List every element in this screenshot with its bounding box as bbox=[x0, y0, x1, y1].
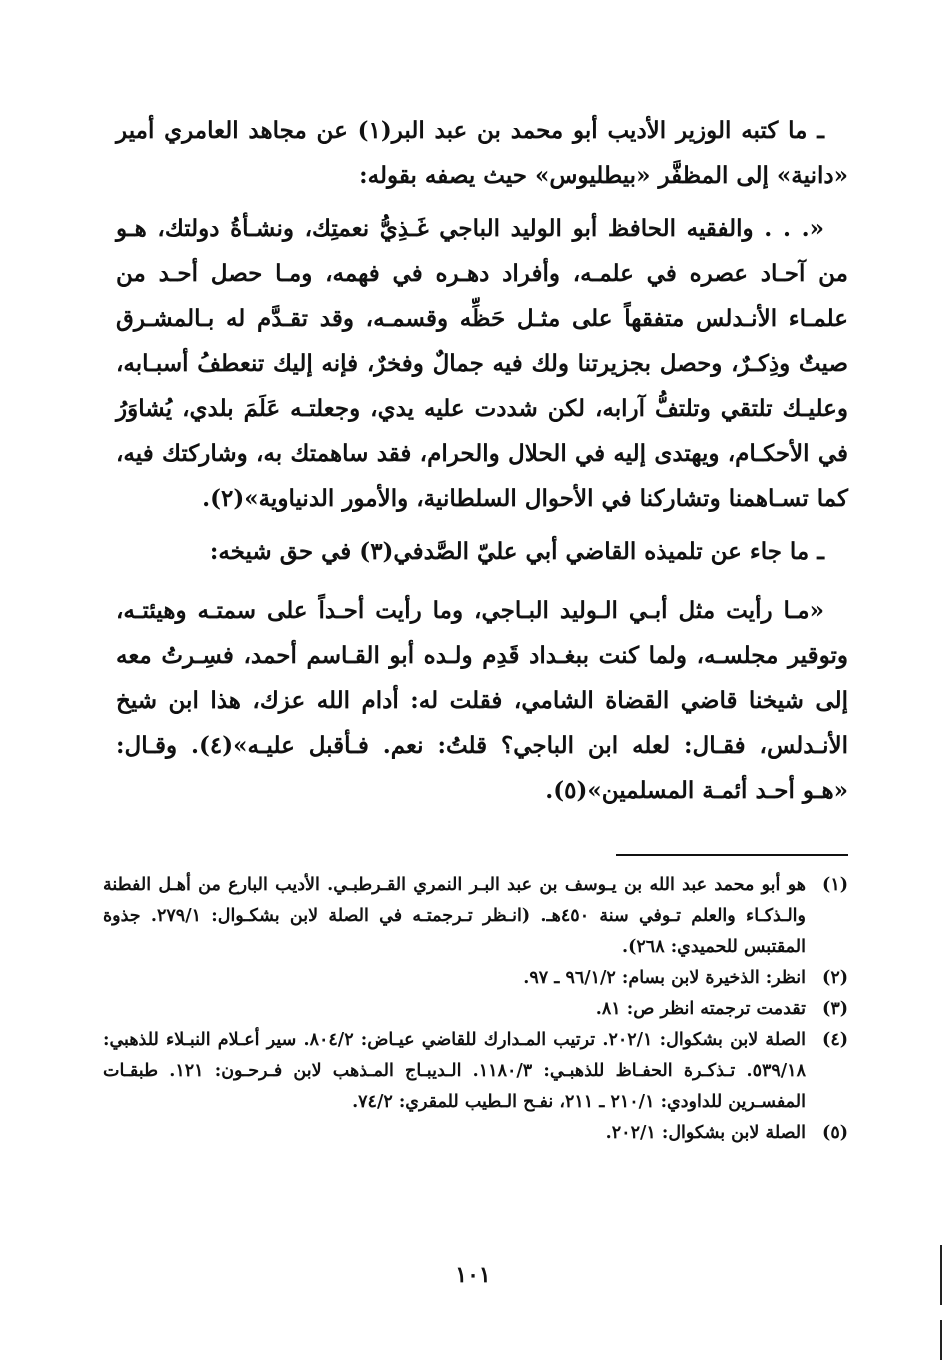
paragraph-ibn-abd-al-barr-quote: «. . . والفقيه الحافظ أبو الوليد الباجي غَـذِيُّ نعمتِك، ونشـأةُ دولتك، هـو من آحـاد عصره في علمـه، وأفراد دهـره في فهمه، ومـا حصل أحـد من علمـاء الأنـدلس متفقهاً على مثـل حَظِّه وقسمـه، وقد تقـدَّم له بـالمشـرق صيتٌ وذِكـرٌ، وحصل بجزيرتنا ولك فيه جمالٌ وفخرٌ، فإنه إليك تنعطفُ أسبـابه، وعليـك تلتقي وتلتفُّ آرابه، لكن شددت عليه يدي، وجعلتـه عَلَمَ بلدي، يُشاوَرُ في الأحكـام، ويهتدى إليه في الحلال والحرام، فقد ساهمتك به، وشاركتك فيه، كما تسـاهمنا وتشاركنا في الأحوال السلطانية، والأمور الدنياوية»(٢). bbox=[116, 215, 848, 512]
footnote-text: الصلة لابن بشكوال: ٢٠٢/١. bbox=[605, 1123, 806, 1143]
footnote-text: تقدمت ترجمته انظر ص: ٨١. bbox=[595, 999, 806, 1019]
scan-edge-mark bbox=[940, 1320, 942, 1360]
footnote-item bbox=[103, 1025, 848, 1118]
scan-edge-mark bbox=[940, 1245, 942, 1305]
footnote-number: (٤) bbox=[822, 1030, 848, 1050]
footnote-text: انظر: الذخيرة لابن بسام: ٩٦/١/٢ ـ ٩٧. bbox=[523, 968, 806, 988]
footnote-item bbox=[103, 994, 848, 1025]
paragraph-ibn-abd-al-barr-intro: ـ ما كتبه الوزير الأديب أبو محمد بن عبد البر(١) عن مجاهد العامري أمير «دانية» إلى المظفَّر «بيطليوس» حيث يصفه بقوله: bbox=[116, 117, 848, 189]
paragraph-sadafi-intro: ـ ما جاء عن تلميذه القاضي أبي عليّ الصَّدفي(٣) في حق شيخه: bbox=[209, 538, 824, 565]
main-text bbox=[116, 108, 848, 813]
footnote-number: (١) bbox=[822, 875, 848, 895]
footnote-number: (٥) bbox=[822, 1123, 848, 1143]
paragraph-sadafi-quote: «مـا رأيت مثل أبـي الـوليد البـاجي، وما رأيت أحـداً على سمتـه وهيئتـه، وتوقير مجلسـه، ولما كنت ببغـداد قَدِم ولـده أبو القـاسم أحمد، فسِـرتُ معه إلى شيخنا قاضي القضاة الشامي، فقلت له: أدام الله عزك، هذا ابن شيخ الأنـدلس، فقـال: لعله ابن الباجي؟ قلتُ: نعم. فـأقبل عليـه»(٤). وقـال: «هـو أحـد أئمـة المسلمين»(٥). bbox=[116, 597, 849, 804]
page-number: ١٠١ bbox=[455, 1262, 491, 1288]
footnote-text: الصلة لابن بشكوال: ٢٠٢/١. ترتيب المـدارك للقاضي عيـاض: ٨٠٤/٢. سير أعـلام النبـلاء للذهبي: ٥٣٩/١٨. تـذكـرة الحفـاظ للذهبـي: ١١٨٠/٣. الـديبـاج المـذهب لابن فـرحـون: ١٢١. طبقـات المفسـرين للداودي: ٢١٠/١ ـ ٢١١، نفـح الـطيب للمقري: ٧٤/٢. bbox=[103, 1030, 806, 1112]
footnote-text: هو أبو محمد عبد الله بن يـوسف بن عبد البـر النمري القـرطبـي. الأديب البارع من أهـل الفطنة والـذكـاء والعلم تـوفي سنة ٤٥٠هـ. (انـظر تـرجمتـه في الصلة لابن بشكـوال: ٢٧٩/١. جذوة المقتبس للحميدي: ٢٦٨). bbox=[103, 875, 806, 957]
footnote-item bbox=[103, 963, 848, 994]
footnotes bbox=[103, 870, 848, 1149]
footnote-number: (٢) bbox=[822, 968, 848, 988]
footnote-divider bbox=[616, 854, 848, 856]
footnote-number: (٣) bbox=[822, 999, 848, 1019]
footnote-item bbox=[103, 870, 848, 963]
footnote-item bbox=[103, 1118, 848, 1149]
